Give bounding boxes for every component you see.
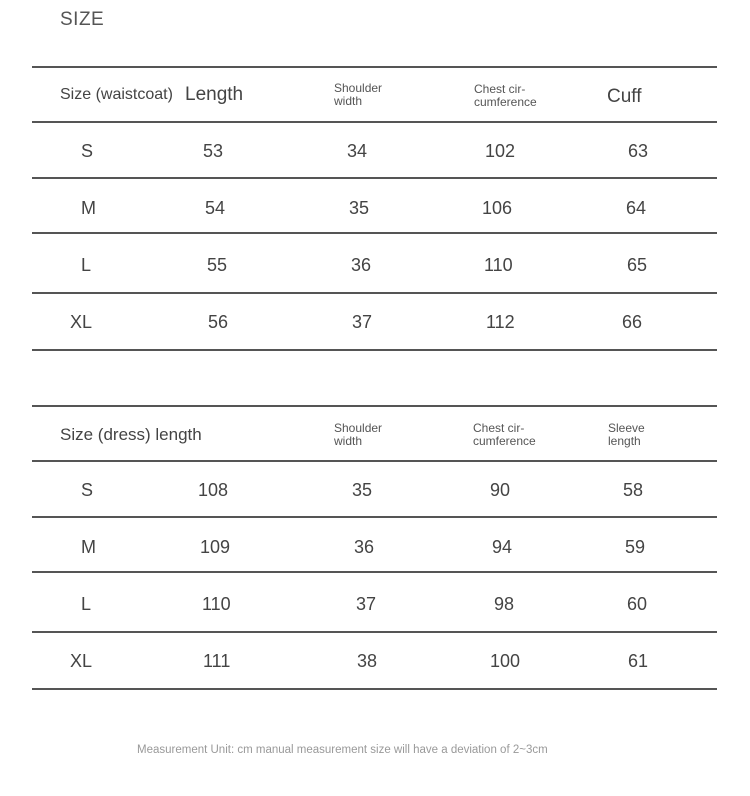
shoulder-cell: 37 [356, 594, 377, 614]
table-rule [32, 688, 717, 690]
table-rule [32, 349, 717, 351]
chest-cell: 112 [486, 312, 515, 332]
size-cell: L [81, 255, 92, 275]
sleeve-cell: 58 [623, 480, 644, 500]
shoulder-cell: 36 [354, 537, 375, 557]
table-rule [32, 405, 717, 407]
shoulder-cell: 38 [357, 651, 378, 671]
chest-cell: 106 [482, 198, 513, 218]
chest-cell: 90 [490, 480, 511, 500]
table-rule [32, 177, 717, 179]
table-rule [32, 66, 717, 68]
length-cell: 108 [198, 480, 229, 500]
shoulder-cell: 35 [349, 198, 370, 218]
header-length: Length [185, 84, 244, 105]
length-cell: 111 [203, 651, 231, 671]
header-cuff: Cuff [607, 86, 642, 107]
page-title: SIZE [60, 9, 105, 30]
chest-cell: 110 [484, 255, 513, 275]
size-cell: S [81, 141, 94, 161]
cuff-cell: 65 [627, 255, 648, 275]
header-size-waistcoat: Size (waistcoat) [60, 86, 173, 103]
table-rule [32, 460, 717, 462]
header-chest-circumference [473, 422, 536, 448]
length-cell: 53 [203, 141, 224, 161]
size-cell: S [81, 480, 94, 500]
length-cell: 55 [207, 255, 228, 275]
header-chest-line1: Chest cir- [473, 421, 525, 435]
length-cell: 56 [208, 312, 229, 332]
header-shoulder-line1: Shoulder [334, 81, 383, 95]
size-cell: XL [70, 651, 93, 671]
table-rule [32, 571, 717, 573]
length-cell: 110 [202, 594, 231, 614]
header-chest-line2: cumference [473, 434, 536, 448]
cuff-cell: 64 [626, 198, 647, 218]
chest-cell: 102 [485, 141, 516, 161]
header-shoulder-width [334, 82, 382, 108]
header-shoulder-line1: Shoulder [334, 421, 383, 435]
cuff-cell: 63 [628, 141, 649, 161]
table-rule [32, 631, 717, 633]
shoulder-cell: 34 [347, 141, 368, 161]
table-rule [32, 516, 717, 518]
table-rule [32, 292, 717, 294]
sleeve-cell: 61 [628, 651, 649, 671]
header-chest-line2: cumference [474, 95, 537, 109]
cuff-cell: 66 [622, 312, 643, 332]
header-sleeve-line1: Sleeve [608, 421, 645, 435]
sleeve-cell: 59 [625, 537, 646, 557]
header-chest-line1: Chest cir- [474, 82, 526, 96]
header-sleeve-line2: length [608, 434, 641, 448]
measurement-footnote: Measurement Unit: cm manual measurement size will have a deviation of 2~3cm [137, 744, 548, 756]
sleeve-cell: 60 [627, 594, 648, 614]
size-cell: M [81, 537, 96, 557]
chest-cell: 100 [490, 651, 521, 671]
table-rule [32, 121, 717, 123]
table-rule [32, 232, 717, 234]
header-shoulder-line2: width [334, 94, 363, 108]
size-cell: XL [70, 312, 93, 332]
header-size-dress-length: Size (dress) length [60, 425, 202, 444]
length-cell: 109 [200, 537, 231, 557]
chest-cell: 94 [492, 537, 513, 557]
shoulder-cell: 36 [351, 255, 372, 275]
header-chest-circumference [474, 83, 537, 109]
size-cell: L [81, 594, 92, 614]
header-shoulder-width [334, 422, 382, 448]
shoulder-cell: 37 [352, 312, 373, 332]
header-shoulder-line2: width [334, 434, 363, 448]
length-cell: 54 [205, 198, 226, 218]
shoulder-cell: 35 [352, 480, 373, 500]
header-sleeve-length [608, 422, 645, 448]
chest-cell: 98 [494, 594, 515, 614]
size-cell: M [81, 198, 96, 218]
